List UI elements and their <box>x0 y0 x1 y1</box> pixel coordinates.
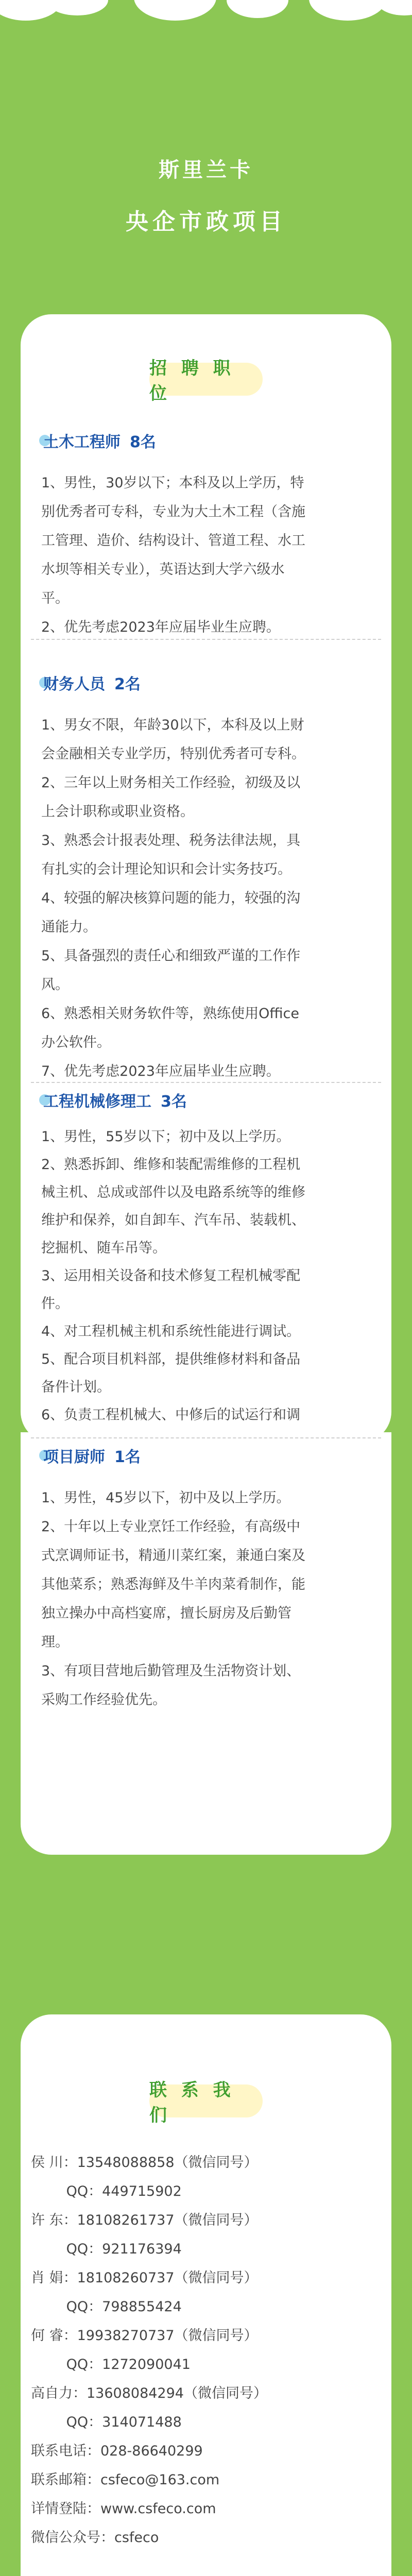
job-line: 会金融相关专业学历，特别优秀者可专科。 <box>41 746 305 762</box>
job-line: 维护和保养，如自卸车、汽车吊、装载机、 <box>41 1212 305 1228</box>
job-requirements <box>31 1484 381 1715</box>
job-line: 其他菜系；熟悉海鲜及牛羊肉菜肴制作，能 <box>41 1577 305 1592</box>
job-line: 3、运用相关设备和技术修复工程机械零配 <box>41 1268 301 1284</box>
job-line: 6、熟悉相关财务软件等，熟练使用Office <box>41 1006 299 1022</box>
job-count: 8名 <box>130 433 156 451</box>
recruit-heading: 招 聘 职 位 <box>149 363 263 396</box>
job-name: 土木工程师 <box>43 433 121 451</box>
contact-row: QQ：314071488 <box>31 2414 182 2430</box>
section-divider <box>31 1437 381 1438</box>
job-line: 平。 <box>41 590 69 606</box>
job-line: 1、男性，45岁以下，初中及以上学历。 <box>41 1490 290 1506</box>
job-line: 采购工作经验优先。 <box>41 1692 166 1708</box>
job-line: 1、男性，55岁以下；初中及以上学历。 <box>41 1129 290 1145</box>
job-name: 项目厨师 <box>43 1448 105 1466</box>
job-line: 5、配合项目机料部，提供维修材料和备品 <box>41 1351 301 1367</box>
contact-list <box>31 2148 371 2552</box>
header-line1: 斯里兰卡 <box>159 158 253 182</box>
contact-heading: 联 系 我 们 <box>149 2084 263 2117</box>
contact-row: QQ：1272090041 <box>31 2357 191 2372</box>
job-chef <box>31 1443 381 1715</box>
job-line: 挖掘机、随车吊等。 <box>41 1240 166 1256</box>
job-line: 2、优先考虑2023年应届毕业生应聘。 <box>41 619 280 635</box>
job-line: 2、十年以上专业烹饪工作经验，有高级中 <box>41 1519 301 1535</box>
contact-row: 联系电话：028-86640299 <box>31 2443 203 2459</box>
job-count: 3名 <box>161 1093 187 1111</box>
job-title <box>31 428 381 453</box>
contact-row: 肖 娟：18108260737（微信同号） <box>31 2270 258 2286</box>
job-count: 2名 <box>114 675 141 693</box>
job-line: 通能力。 <box>41 919 97 935</box>
header-title <box>0 155 412 240</box>
job-civil-engineer <box>31 428 381 642</box>
header-line2: 央企市政项目 <box>126 209 286 235</box>
contact-row: QQ：798855424 <box>31 2299 182 2315</box>
job-line: 独立操办中高档宴席，擅长厨房及后勤管 <box>41 1605 291 1621</box>
contact-row: 高自力：13608084294（微信同号） <box>31 2385 267 2401</box>
job-line: 风。 <box>41 977 69 993</box>
job-line: 3、熟悉会计报表处理、税务法律法规，具 <box>41 833 301 849</box>
job-line: 1、男性，30岁以下；本科及以上学历，特 <box>41 475 304 491</box>
contact-panel <box>21 2014 391 2576</box>
job-line: 2、熟悉拆卸、维修和装配需维修的工程机 <box>41 1157 301 1173</box>
job-line: 办公软件。 <box>41 1035 111 1050</box>
job-requirements <box>31 469 381 642</box>
job-finance <box>31 670 381 1086</box>
job-line: 5、具备强烈的责任心和细致严谨的工作作 <box>41 948 301 964</box>
job-line: 1、男女不限，年龄30以下，本科及以上财 <box>41 717 304 733</box>
contact-row: QQ：921176394 <box>31 2241 182 2257</box>
job-line: 理。 <box>41 1634 69 1650</box>
job-name: 财务人员 <box>43 675 105 693</box>
job-line: 2、三年以上财务相关工作经验，初级及以 <box>41 775 301 791</box>
job-line: 水坝等相关专业），英语达到大学六级水 <box>41 562 285 578</box>
job-line: 备件计划。 <box>41 1379 111 1395</box>
contact-row: 详情登陆：www.csfeco.com <box>31 2501 216 2517</box>
job-line: 式烹调师证书，精通川菜红案，兼通白案及 <box>41 1548 305 1564</box>
contact-row: 联系邮箱：csfeco@163.com <box>31 2472 220 2488</box>
job-line: 7、优先考虑2023年应届毕业生应聘。 <box>41 1063 280 1079</box>
job-title <box>31 1443 381 1468</box>
job-line: 械主机、总成或部件以及电路系统等的维修 <box>41 1184 305 1200</box>
job-line: 3、有项目营地后勤管理及生活物资计划、 <box>41 1663 301 1679</box>
top-cloud-decoration <box>0 0 412 31</box>
chef-section <box>21 1443 391 1855</box>
job-line: 件。 <box>41 1296 69 1312</box>
contact-row: 微信公众号：csfeco <box>31 2530 159 2546</box>
job-requirements <box>31 711 381 1086</box>
job-line: 4、对工程机械主机和系统性能进行调试。 <box>41 1324 301 1340</box>
job-line: 工管理、造价、结构设计、管道工程、水工 <box>41 533 305 549</box>
job-line: 别优秀者可专科，专业为大土木工程（含施 <box>41 504 305 520</box>
job-line: 6、负责工程机械大、中修后的试运行和调 <box>41 1407 301 1423</box>
job-line: 有扎实的会计理论知识和会计实务技巧。 <box>41 861 291 877</box>
job-count: 1名 <box>114 1448 141 1466</box>
job-line: 4、较强的解决核算问题的能力，较强的沟 <box>41 890 301 906</box>
job-requirements <box>31 1123 381 1457</box>
job-title <box>31 1087 381 1113</box>
job-mechanic <box>31 1087 381 1457</box>
job-line: 上会计职称或职业资格。 <box>41 804 194 820</box>
contact-row: 何 睿：19938270737（微信同号） <box>31 2328 258 2344</box>
job-name: 工程机械修理工 <box>43 1093 151 1111</box>
recruit-panel <box>21 314 391 1443</box>
contact-row: QQ：449715902 <box>31 2183 182 2199</box>
job-title <box>31 670 381 696</box>
contact-row: 许 东：18108261737（微信同号） <box>31 2212 258 2228</box>
section-divider <box>31 1082 381 1083</box>
contact-row: 侯 川：13548088858（微信同号） <box>31 2155 258 2171</box>
section-divider <box>31 639 381 640</box>
